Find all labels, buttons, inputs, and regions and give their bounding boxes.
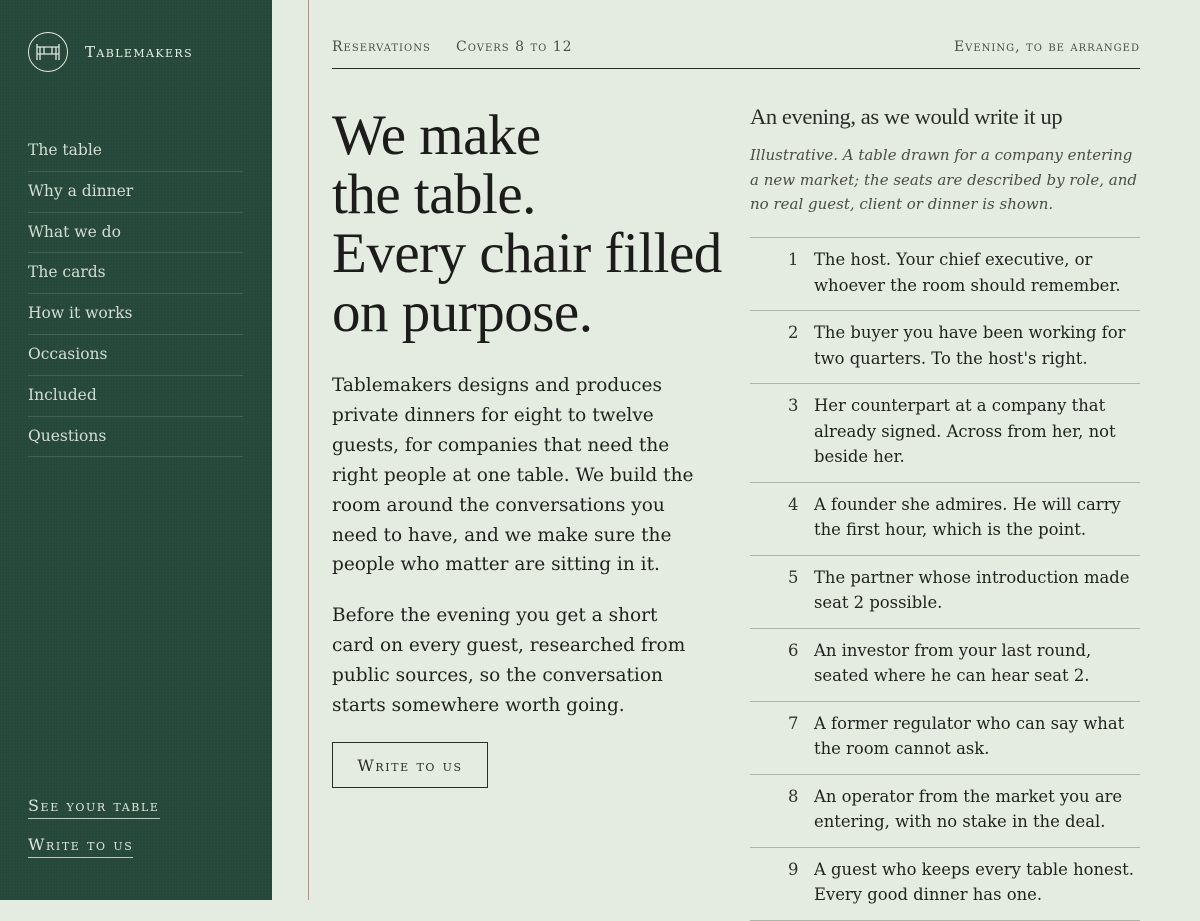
write-to-us-link[interactable]: Write to us: [28, 835, 133, 858]
seat-number: 6: [788, 640, 799, 660]
seat-description: A former regulator who can say what the room cannot ask.: [814, 713, 1125, 758]
see-your-table-link[interactable]: See your table: [28, 796, 160, 819]
hero-line: Every chair filled: [332, 222, 722, 285]
top-bar: [332, 39, 1140, 69]
seat-description: An operator from the market you are entering, with no stake in the deal.: [814, 786, 1123, 831]
reservations-label: Reservations: [332, 39, 431, 55]
seat-description: The partner whose introduction made seat 2 possible.: [814, 567, 1130, 612]
seat-number: 5: [788, 567, 799, 587]
panel-note: Illustrative. A table drawn for a company entering a new market; the seats are described by role, and no real guest, client or dinner is shown.: [750, 146, 1137, 214]
nav-item-the-cards[interactable]: The cards: [28, 253, 243, 294]
covers-label: Covers 8 to 12: [456, 39, 573, 55]
list-item: [750, 629, 1140, 702]
list-item: [750, 483, 1140, 556]
brand[interactable]: [28, 32, 193, 72]
nav-item-included[interactable]: Included: [28, 376, 243, 417]
nav-item-why-a-dinner[interactable]: Why a dinner: [28, 172, 243, 213]
seat-number: 2: [788, 323, 799, 342]
seat-number: 4: [788, 494, 799, 514]
sidebar-links: [28, 796, 160, 858]
seat-number: 8: [788, 786, 799, 806]
nav-item-how-it-works[interactable]: How it works: [28, 294, 243, 335]
hero-line: on purpose.: [332, 281, 593, 344]
sidebar-nav: [28, 131, 243, 457]
nav-item-occasions[interactable]: Occasions: [28, 335, 243, 376]
hero-line: the table.: [332, 163, 536, 226]
list-item: [750, 311, 1140, 384]
seat-number: 1: [788, 250, 799, 269]
list-item: [750, 556, 1140, 629]
seat-number: 7: [788, 713, 799, 733]
list-item: [750, 384, 1140, 483]
hero-line: We make: [332, 104, 541, 167]
seat-number: 3: [788, 396, 799, 415]
seat-number: 9: [788, 859, 799, 879]
seat-description: An investor from your last round, seated where he can hear seat 2.: [814, 640, 1092, 685]
seat-description: The buyer you have been working for two quarters. To the host's right.: [814, 323, 1126, 368]
write-to-us-button[interactable]: Write to us: [332, 742, 488, 788]
margin-rule: [308, 0, 309, 900]
list-item: [750, 848, 1140, 921]
cards-paragraph: Before the evening you get a short card on every guest, researched from public sources, so the conversation starts somewhere worth going.: [332, 605, 686, 716]
list-item: [750, 238, 1140, 311]
intro-paragraph: Tablemakers designs and produces private dinners for eight to twelve guests, for companies that need the right people at one table. We build the room around the conversations you need to have, and we make sure the people who matter are sitting in it.: [332, 375, 694, 576]
seat-description: A guest who keeps every table honest. Every good dinner has one.: [814, 859, 1134, 904]
list-item: [750, 702, 1140, 775]
list-item: [750, 775, 1140, 848]
seat-description: Her counterpart at a company that already signed. Across from her, not beside her.: [814, 396, 1116, 466]
panel-title: An evening, as we would write it up: [750, 104, 1063, 129]
seat-description: The host. Your chief executive, or whoever the room should remember.: [814, 250, 1121, 295]
hero-headline: [332, 104, 722, 344]
seat-list: [750, 237, 1140, 921]
sidebar: [0, 0, 272, 900]
nav-item-the-table[interactable]: The table: [28, 131, 243, 172]
evening-label: Evening, to be arranged: [953, 39, 1140, 55]
seat-description: A founder she admires. He will carry the first hour, which is the point.: [814, 494, 1121, 539]
brand-name: Tablemakers: [85, 43, 194, 61]
nav-item-what-we-do[interactable]: What we do: [28, 213, 243, 254]
nav-item-questions[interactable]: Questions: [28, 417, 243, 458]
table-icon: [28, 32, 68, 72]
